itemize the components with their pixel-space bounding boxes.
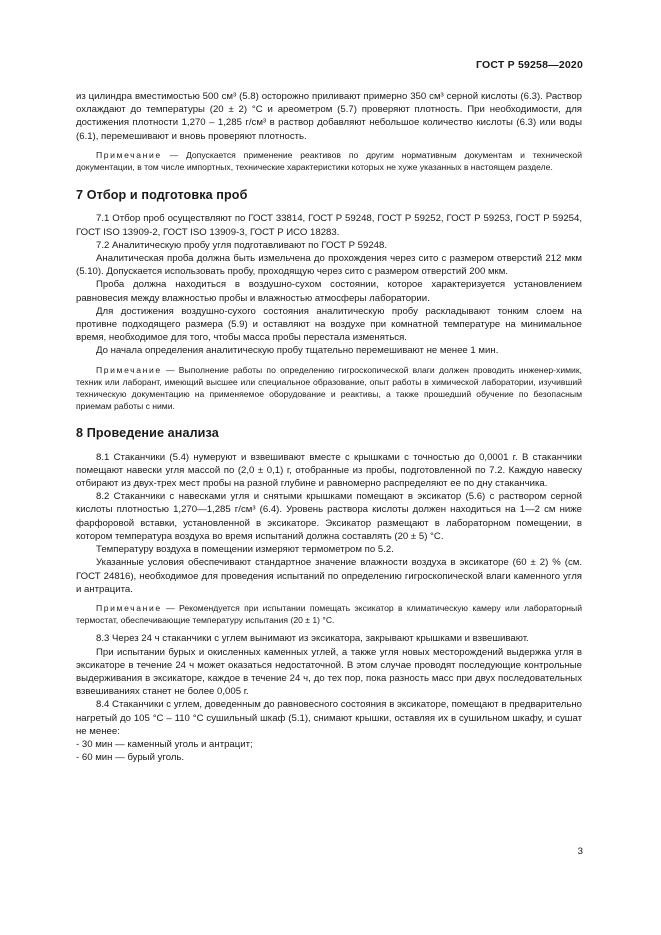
page-number: 3 [577,846,583,857]
note-text: — Допускается применение реактивов по другим нормативным документам и технической документации, в том числе импортных, технические характеристики которых не хуже указанных в настоящем разделе. [76,149,582,173]
paragraph-8-3: Температуру воздуха в помещении измеряют термометром по 5.2. [96,544,394,556]
page-content [76,90,582,764]
note-label: Примечание [96,602,162,613]
paragraph-8-5: 8.3 Через 24 ч стаканчики с углем вынимают из эксикатора, закрывают крышками и взвешивают. [96,633,529,645]
list-item: - 30 мин — каменный уголь и антрацит; [76,738,253,750]
paragraph-8-6: При испытании бурых и окисленных каменных углей, а также угля новых месторождений выдержка угля в эксикаторе в течение 24 ч может оказаться недостаточной. В этом случае проводят последующие контрольные выдерживания в эксикаторе, каждое в течение 24 ч, до тех пор, пока разность масс при двух последовательных взвешиваниях станет не более 0,005 г. [76,646,582,698]
paragraph-8-1: 8.1 Стаканчики (5.4) нумеруют и взвешивают вместе с крышками с точностью до 0,0001 г. В стаканчики помещают навески угля массой по (2,0 ± 0,1) г, отобранные из пробы, подготовленной по 7.2. Каждую навеску отбирают из двух-трех мест пробы на разной глубине и равномерно распределяют ее по дну стаканчика. [76,451,582,490]
note-personnel [76,364,582,413]
paragraph-7-3: Аналитическая проба должна быть измельчена до прохождения через сито с размером отверстий 212 мкм (5.10). Допускается использовать пробу, проходящую через сито с размером отверстий 200 мкм. [76,253,582,278]
note-label: Примечание [96,364,162,375]
paragraph-8-2: 8.2 Стаканчики с навесками угля и снятыми крышками помещают в эксикатор (5.6) с раствором серной кислоты плотностью 1,270—1,285 г/см³ (6.4). Уровень раствора кислоты должен находиться на 1—2 см ниже фарфоровой вставки, установленной в эксикаторе. Эксикатор размещают в лабораторном помещении, в котором температура воздуха во время испытаний должна составлять (20 ± 5) °С. [76,491,582,542]
section-7-title: 7 Отбор и подготовка проб [76,188,248,203]
document-header: ГОСТ Р 59258—2020 [475,59,583,71]
paragraph-7-4: Проба должна находиться в воздушно-сухом состоянии, которое характеризуется установлением равновесия между влажностью пробы и влажностью атмосферы лаборатории. [76,279,582,304]
note-text: — Выполнение работы по определению гигроскопической влаги должен проводить инженер-химик, техник или лаборант, имеющий высшее или специальное образование, опыт работы в химической лаборатории, изучивший техническую документацию на применяемое оборудование и реактивы, а также прошедший обучение по безопасным приемам работы с ними. [76,364,582,412]
drying-time-list [76,738,582,764]
paragraph-8-4: Указанные условия обеспечивают стандартное значение влажности воздуха в эксикаторе (60 ± 2) % (см. ГОСТ 24816), необходимое для проведения испытаний по определению гигроскопической влаги каменного угля и антрацита. [76,557,582,595]
note-label: Примечание [96,149,162,160]
section-8-title: 8 Проведение анализа [76,426,219,441]
list-item: - 60 мин — бурый уголь. [76,752,185,764]
note-reagents [76,149,582,173]
paragraph-7-5: Для достижения воздушно-сухого состояния аналитическую пробу раскладывают тонким слоем на противне подходящего размера (5.9) и оставляют на воздухе при комнатной температуре на минимальное время, необходимое для того, чтобы масса пробы перестала изменяться. [76,305,582,344]
paragraph-7-2: 7.2 Аналитическую пробу угля подготавливают по ГОСТ Р 59248. [96,239,388,251]
paragraph-intro: из цилиндра вместимостью 500 см³ (5.8) осторожно приливают примерно 350 см³ серной кислоты (6.3). Раствор охлаждают до температуры (20 ± 2) °С и ареометром (5.7) проверяют плотность. При необходимости, для достижения плотности 1,270 – 1,285 г/см³ в раствор добавляют небольшое количество кислоты (6.3) или воды (6.1), перемешивают и вновь проверяют плотность. [76,91,582,142]
paragraph-7-6: До начала определения аналитическую пробу тщательно перемешивают не менее 1 мин. [96,345,499,357]
paragraph-7-1: 7.1 Отбор проб осуществляют по ГОСТ 33814, ГОСТ Р 59248, ГОСТ Р 59252, ГОСТ Р 59253, ГОСТ Р 59254, ГОСТ ISO 13909-2, ГОСТ ISO 13909-3, ГОСТ Р ИСО 18283. [76,213,582,238]
paragraph-8-7: 8.4 Стаканчики с углем, доведенным до равновесного состояния в эксикаторе, помещают в предварительно нагретый до 105 °С – 110 °С сушильный шкаф (5.1), снимают крышки, оставляя их в сушильном шкафу, и сушат не менее: [76,699,582,737]
note-climate-chamber [76,602,582,626]
note-text: — Рекомендуется при испытании помещать эксикатор в климатическую камеру или лабораторный термостат, обеспечивающие температуру испытания (20 ± 1) °С. [76,602,582,626]
